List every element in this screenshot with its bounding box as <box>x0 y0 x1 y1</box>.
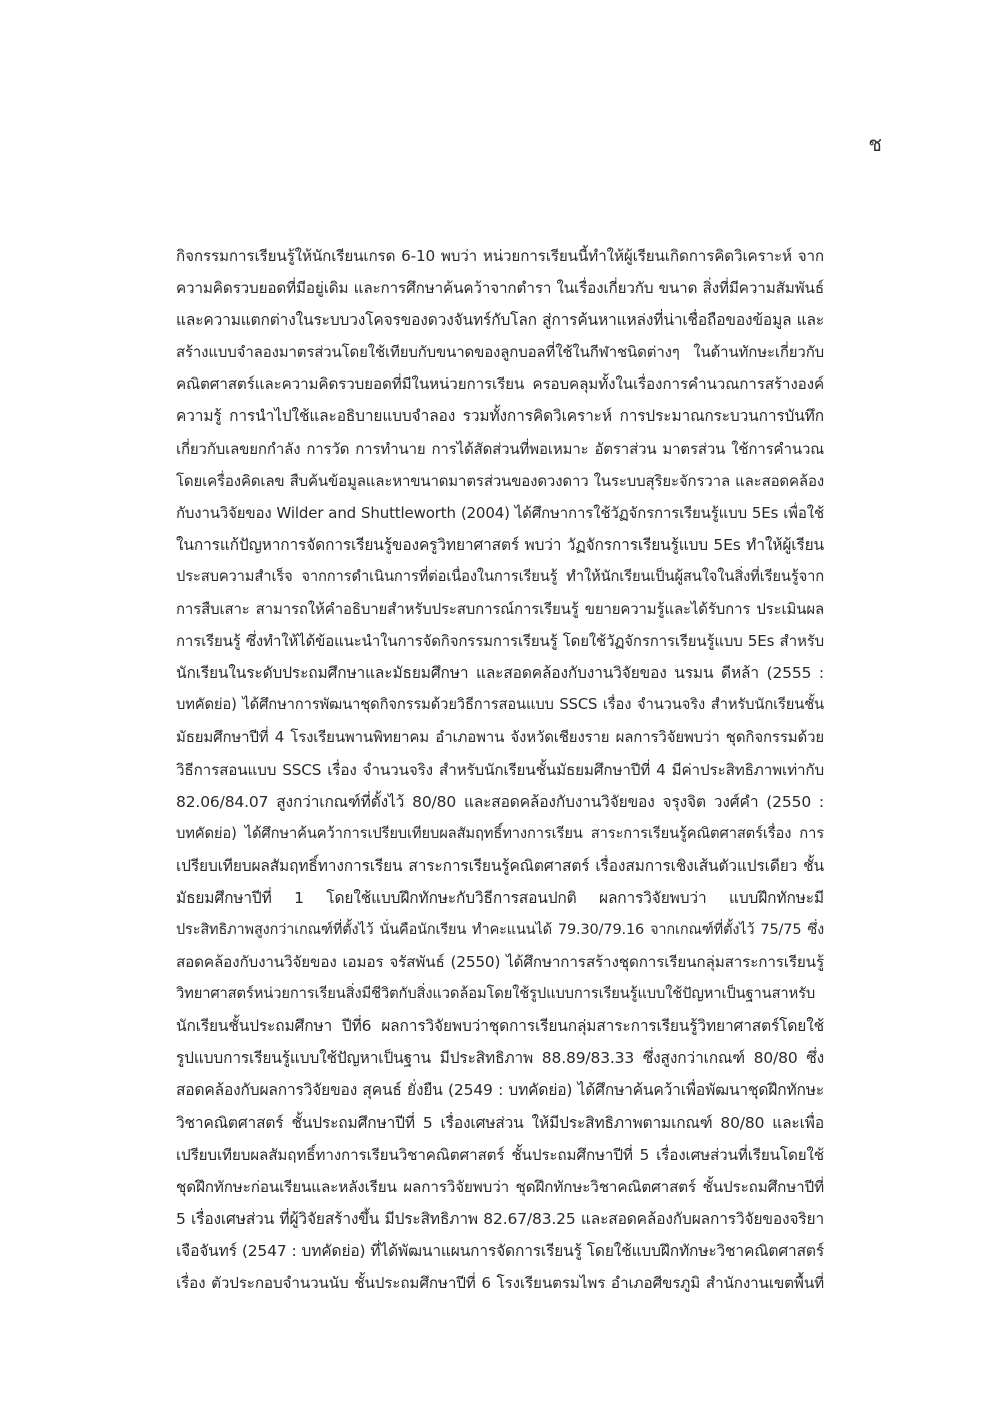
text-line: การเรียนรู้ ซึ่งทำให้ได้ข้อแนะนำในการจัดกิจกรรมการเรียนรู้ โดยใช้วัฏจักรการเรียนรู้แบบ 5Es สำหรับ <box>176 632 824 651</box>
text-line: วิทยาศาสตร์หน่วยการเรียนสิ่งมีชีวิตกับสิ่งแวดล้อมโดยใช้รูปแบบการเรียนรู้แบบใช้ปัญหาเป็นฐานสาหรับ <box>176 985 816 1003</box>
text-line: บทคัดย่อ) ได้ศึกษาการพัฒนาชุดกิจกรรมด้วยวิธีการสอนแบบ SSCS เรื่อง จำนวนจริง สำหรับนักเรียนชั้น <box>176 696 824 714</box>
text-line: และความแตกต่างในระบบวงโคจรของดวงจันทร์กับโลก สู่การค้นหาแหล่งที่น่าเชื่อถือของข้อมูล และ <box>176 311 824 330</box>
body-paragraph <box>176 240 824 1299</box>
text-line: 5 เรื่องเศษส่วน ที่ผู้วิจัยสร้างขึ้น มีประสิทธิภาพ 82.67/83.25 และสอดคล้องกับผลการวิจัยของจริยา <box>176 1209 824 1228</box>
text-line: นักเรียนในระดับประถมศึกษาและมัธยมศึกษา และสอดคล้องกับงานวิจัยของ นรมน ดีหล้า (2555 : <box>176 664 824 683</box>
text-line: เจือจันทร์ (2547 : บทคัดย่อ) ที่ได้พัฒนาแผนการจัดการเรียนรู้ โดยใช้แบบฝึกทักษะวิชาคณิตศาสตร์ <box>176 1241 824 1260</box>
text-line: ความรู้ การนำไปใช้และอธิบายแบบจำลอง รวมทั้งการคิดวิเคราะห์ การประมาณกระบวนการบันทึก <box>176 407 824 426</box>
text-line: สอดคล้องกับงานวิจัยของ เอมอร จรัสพันธ์ (2550) ได้ศึกษาการสร้างชุดการเรียนกลุ่มสาระการเรียนรู้ <box>176 953 824 972</box>
text-line: สร้างแบบจำลองมาตรส่วนโดยใช้เทียบกับขนาดของลูกบอลที่ใช้ในกีฬาชนิดต่างๆ ในด้านทักษะเกี่ยวกับ <box>176 343 824 362</box>
text-line: บทคัดย่อ) ได้ศึกษาค้นคว้าการเปรียบเทียบผลสัมฤทธิ์ทางการเรียน สาระการเรียนรู้คณิตศาสตร์เรื่อง การ <box>176 824 824 842</box>
text-line: สอดคล้องกับผลการวิจัยของ สุคนธ์ ยั่งยืน (2549 : บทคัดย่อ) ได้ศึกษาค้นคว้าเพื่อพัฒนาชุดฝึกทักษะ <box>176 1081 824 1100</box>
text-line: นักเรียนชั้นประถมศึกษา ปีที่6 ผลการวิจัยพบว่าชุดการเรียนกลุ่มสาระการเรียนรู้วิทยาศาสตร์โดยใช้ <box>176 1017 824 1036</box>
text-line: เปรียบเทียบผลสัมฤทธิ์ทางการเรียน สาระการเรียนรู้คณิตศาสตร์ เรื่องสมการเชิงเส้นตัวแปรเดียว ชั้น <box>176 856 824 875</box>
text-line: ความคิดรวบยอดที่มีอยู่เดิม และการศึกษาค้นคว้าจากตำรา ในเรื่องเกี่ยวกับ ขนาด สิ่งที่มีความสัมพันธ์ <box>176 279 824 298</box>
page-number: ช <box>868 132 882 156</box>
text-line: คณิตศาสตร์และความคิดรวบยอดที่มีในหน่วยการเรียน ครอบคลุมทั้งในเรื่องการคำนวณการสร้างองค์ <box>176 375 824 394</box>
text-line: รูปแบบการเรียนรู้แบบใช้ปัญหาเป็นฐาน มีประสิทธิภาพ 88.89/83.33 ซึ่งสูงกว่าเกณฑ์ 80/80 ซึ่ง <box>176 1049 824 1068</box>
text-line: วิธีการสอนแบบ SSCS เรื่อง จำนวนจริง สำหรับนักเรียนชั้นมัธยมศึกษาปีที่ 4 มีค่าประสิทธิภาพเท่ากับ <box>176 760 824 779</box>
text-line: ประสิทธิภาพสูงกว่าเกณฑ์ที่ตั้งไว้ นั่นคือนักเรียน ทำคะแนนได้ 79.30/79.16 จากเกณฑ์ที่ตั้งไว้ 75/75 ซึ่ง <box>176 921 824 938</box>
text-line: มัธยมศึกษาปีที่ 4 โรงเรียนพานพิทยาคม อำเภอพาน จังหวัดเชียงราย ผลการวิจัยพบว่า ชุดกิจกรรมด้วย <box>176 728 824 747</box>
text-line: กิจกรรมการเรียนรู้ให้นักเรียนเกรด 6-10 พบว่า หน่วยการเรียนนี้ทำให้ผู้เรียนเกิดการคิดวิเคราะห์ จาก <box>176 247 824 265</box>
text-line: โดยเครื่องคิดเลข สืบค้นข้อมูลและหาขนาดมาตรส่วนของดวงดาว ในระบบสุริยะจักรวาล และสอดคล้อง <box>176 471 824 490</box>
text-line: การสืบเสาะ สามารถให้คำอธิบายสำหรับประสบการณ์การเรียนรู้ ขยายความรู้และได้รับการ ประเมินผล <box>176 600 824 619</box>
text-line: กับงานวิจัยของ Wilder and Shuttleworth (2004) ได้ศึกษาการใช้วัฏจักรการเรียนรู้แบบ 5Es เพื่อใช้ <box>176 503 824 522</box>
text-line: ชุดฝึกทักษะก่อนเรียนและหลังเรียน ผลการวิจัยพบว่า ชุดฝึกทักษะวิชาคณิตศาสตร์ ชั้นประถมศึกษาปีที่ <box>176 1177 824 1196</box>
text-line: ประสบความสำเร็จ จากการดำเนินการที่ต่อเนื่องในการเรียนรู้ ทำให้นักเรียนเป็นผู้สนใจในสิ่งที่เรียนรู้จาก <box>176 567 824 585</box>
text-line: มัธยมศึกษาปีที่ 1 โดยใช้แบบฝึกทักษะกับวิธีการสอนปกติ ผลการวิจัยพบว่า แบบฝึกทักษะมี <box>176 888 824 907</box>
text-line: เรื่อง ตัวประกอบจำนวนนับ ชั้นประถมศึกษาปีที่ 6 โรงเรียนตรมไพร อำเภอศีขรภูมิ สำนักงานเขตพื้นที่ <box>176 1274 824 1292</box>
text-line: เกี่ยวกับเลขยกกำลัง การวัด การทำนาย การได้สัดส่วนที่พอเหมาะ อัตราส่วน มาตรส่วน ใช้การคำนวณ <box>176 439 824 458</box>
text-line: วิชาคณิตศาสตร์ ชั้นประถมศึกษาปีที่ 5 เรื่องเศษส่วน ให้มีประสิทธิภาพตามเกณฑ์ 80/80 และเพื่อ <box>176 1113 824 1132</box>
text-line: เปรียบเทียบผลสัมฤทธิ์ทางการเรียนวิชาคณิตศาสตร์ ชั้นประถมศึกษาปีที่ 5 เรื่องเศษส่วนที่เรียนโดยใช้ <box>176 1145 824 1164</box>
text-line: 82.06/84.07 สูงกว่าเกณฑ์ที่ตั้งไว้ 80/80 และสอดคล้องกับงานวิจัยของ จรุงจิต วงศ์คำ (2550 : <box>176 792 824 811</box>
text-line: ในการแก้ปัญหาการจัดการเรียนรู้ของครูวิทยาศาสตร์ พบว่า วัฏจักรการเรียนรู้แบบ 5Es ทำให้ผู้เรียน <box>176 535 824 554</box>
